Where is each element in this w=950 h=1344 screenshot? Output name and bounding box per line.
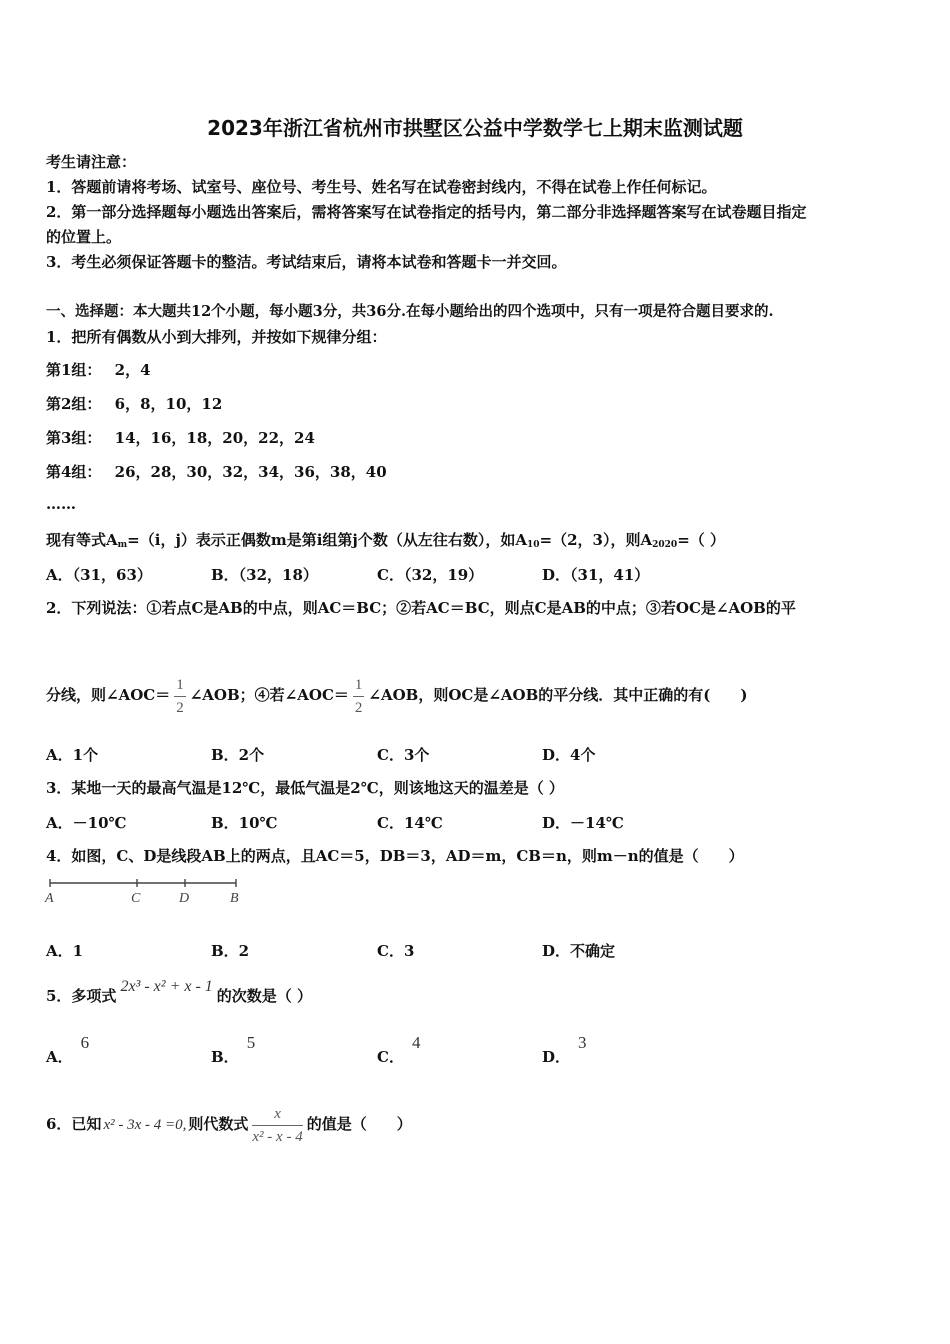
fraction-denominator: 2: [354, 699, 363, 716]
group-label: 第4组：: [46, 463, 102, 481]
q5-option-d: [542, 1033, 587, 1067]
page-title: 2023年浙江省杭州市拱墅区公益中学数学七上期末监测试题: [207, 116, 743, 140]
option-letter: B．: [211, 1048, 239, 1066]
q2-option-b: B．2个: [211, 746, 265, 764]
polynomial-expression: 2x³ - x² + x - 1: [120, 978, 213, 995]
notice-item-2: 2．第一部分选择题每小题选出答案后，需将答案写在试卷指定的括号内，第二部分非选择题答案写在试卷题目指定: [46, 203, 807, 221]
q4-option-a: A．1: [46, 942, 84, 960]
option-letter: A．: [46, 1048, 73, 1066]
q2-text-part: 分线，则∠AOC＝: [46, 686, 171, 704]
point-label-a: A: [45, 891, 54, 906]
q3-option-d: D．－14℃: [542, 814, 624, 832]
q2-option-d: D．4个: [542, 746, 596, 764]
q1-group-2: [46, 394, 222, 414]
q1-group-4: [46, 462, 387, 482]
subscript: 10: [527, 540, 540, 550]
section-heading: 一、选择题：本大题共12个小题，每小题3分，共36分.在每小题给出的四个选项中，只有一项是符合题目要求的.: [46, 303, 774, 320]
fraction-one-half: [353, 674, 365, 719]
q1-text-part: =（ ）: [677, 531, 725, 549]
q1-stem: 1．把所有偶数从小到大排列，并按如下规律分组：: [46, 328, 387, 346]
fraction-numerator: 1: [353, 674, 365, 697]
q2-line-2: [46, 660, 748, 730]
fraction-numerator: x: [252, 1103, 302, 1126]
option-letter: D．: [542, 1048, 571, 1066]
q4-stem: 4．如图，C、D是线段AB上的两点，且AC＝5，DB＝3，AD＝m，CB＝n，则m－n的值是（ ）: [46, 847, 744, 865]
q3-option-a: A．－10℃: [46, 814, 127, 832]
q4-option-d: D．不确定: [542, 942, 616, 960]
q5-text-part: 的次数是（ ）: [216, 987, 313, 1005]
q6-text-part: 6．已知: [46, 1115, 102, 1133]
q3-stem: 3．某地一天的最高气温是12℃，最低气温是2℃，则该地这天的温差是（ ）: [46, 779, 564, 797]
group-values: 14，16，18，20，22，24: [114, 429, 315, 447]
fraction-one-half: [174, 674, 186, 719]
group-label: 第3组：: [46, 429, 102, 447]
q5-option-a: [46, 1033, 90, 1067]
option-letter: C．: [377, 1048, 404, 1066]
q6-stem: [46, 1096, 412, 1152]
quadratic-equation: x² - 3x - 4 =0,: [103, 1117, 187, 1133]
fraction-denominator: 2: [176, 699, 184, 716]
point-label-b: B: [230, 891, 239, 906]
point-label-c: C: [131, 891, 141, 906]
option-value: 3: [578, 1033, 587, 1052]
option-value: 5: [246, 1033, 256, 1052]
q2-option-c: C．3个: [377, 746, 430, 764]
fraction-numerator: 1: [174, 674, 186, 697]
group-values: 26，28，30，32，34，36，38，40: [114, 463, 387, 481]
notice-heading: 考生请注意：: [46, 153, 137, 171]
option-value: 6: [80, 1033, 90, 1052]
subscript: m: [117, 540, 128, 550]
notice-item-2-cont: 的位置上。: [46, 228, 122, 246]
algebraic-fraction: [252, 1103, 302, 1148]
q2-line-1: 2．下列说法：①若点C是AB的中点，则AC＝BC；②若AC＝BC，则点C是AB的中点；③若OC是∠AOB的平: [46, 599, 796, 617]
q1-text-part: =（i，j）表示正偶数m是第i组第j个数（从左往右数），如A: [127, 531, 528, 549]
group-label: 第1组：: [46, 361, 102, 379]
q1-text-part: =（2，3），则A: [539, 531, 653, 549]
q1-option-b: B．（32，18）: [211, 566, 318, 584]
notice-item-1: 1．答题前请将考场、试室号、座位号、考生号、姓名写在试卷密封线内，不得在试卷上作任何标记。: [46, 178, 717, 196]
q1-option-d: D．（31，41）: [542, 566, 650, 584]
q5-option-b: [211, 1033, 256, 1067]
line-segment-figure: [40, 874, 250, 908]
q1-condition: [46, 530, 725, 555]
q2-option-a: A．1个: [46, 746, 99, 764]
q3-option-b: B．10℃: [211, 814, 278, 832]
option-value: 4: [411, 1033, 421, 1052]
group-values: 2，4: [114, 361, 151, 379]
q1-option-c: C．（32，19）: [377, 566, 484, 584]
fraction-denominator: x² - x - 4: [252, 1128, 303, 1145]
group-values: 6，8，10，12: [114, 395, 223, 413]
q4-option-b: B．2: [211, 942, 250, 960]
q6-text-part: 则代数式: [188, 1115, 249, 1133]
q5-stem: [46, 978, 313, 1007]
group-label: 第2组：: [46, 395, 102, 413]
q2-text-part: ∠AOB；④若∠AOC＝: [189, 686, 349, 704]
q1-ellipsis: ……: [46, 495, 76, 513]
q5-text-part: 5．多项式: [46, 987, 117, 1005]
q4-option-c: C．3: [377, 942, 415, 960]
q3-option-c: C．14℃: [377, 814, 443, 832]
q1-option-a: A．（31，63）: [46, 566, 152, 584]
q1-text-part: 现有等式A: [46, 531, 118, 549]
point-label-d: D: [179, 891, 190, 906]
q6-text-part: 的值是（ ）: [306, 1115, 412, 1133]
q2-text-part: ∠AOB，则OC是∠AOB的平分线．其中正确的有( ): [368, 686, 748, 704]
notice-item-3: 3．考生必须保证答题卡的整洁。考试结束后，请将本试卷和答题卡一并交回。: [46, 253, 567, 271]
q5-option-c: [377, 1033, 421, 1067]
q1-group-3: [46, 428, 315, 448]
subscript: 2020: [652, 540, 678, 550]
q1-group-1: [46, 360, 151, 380]
